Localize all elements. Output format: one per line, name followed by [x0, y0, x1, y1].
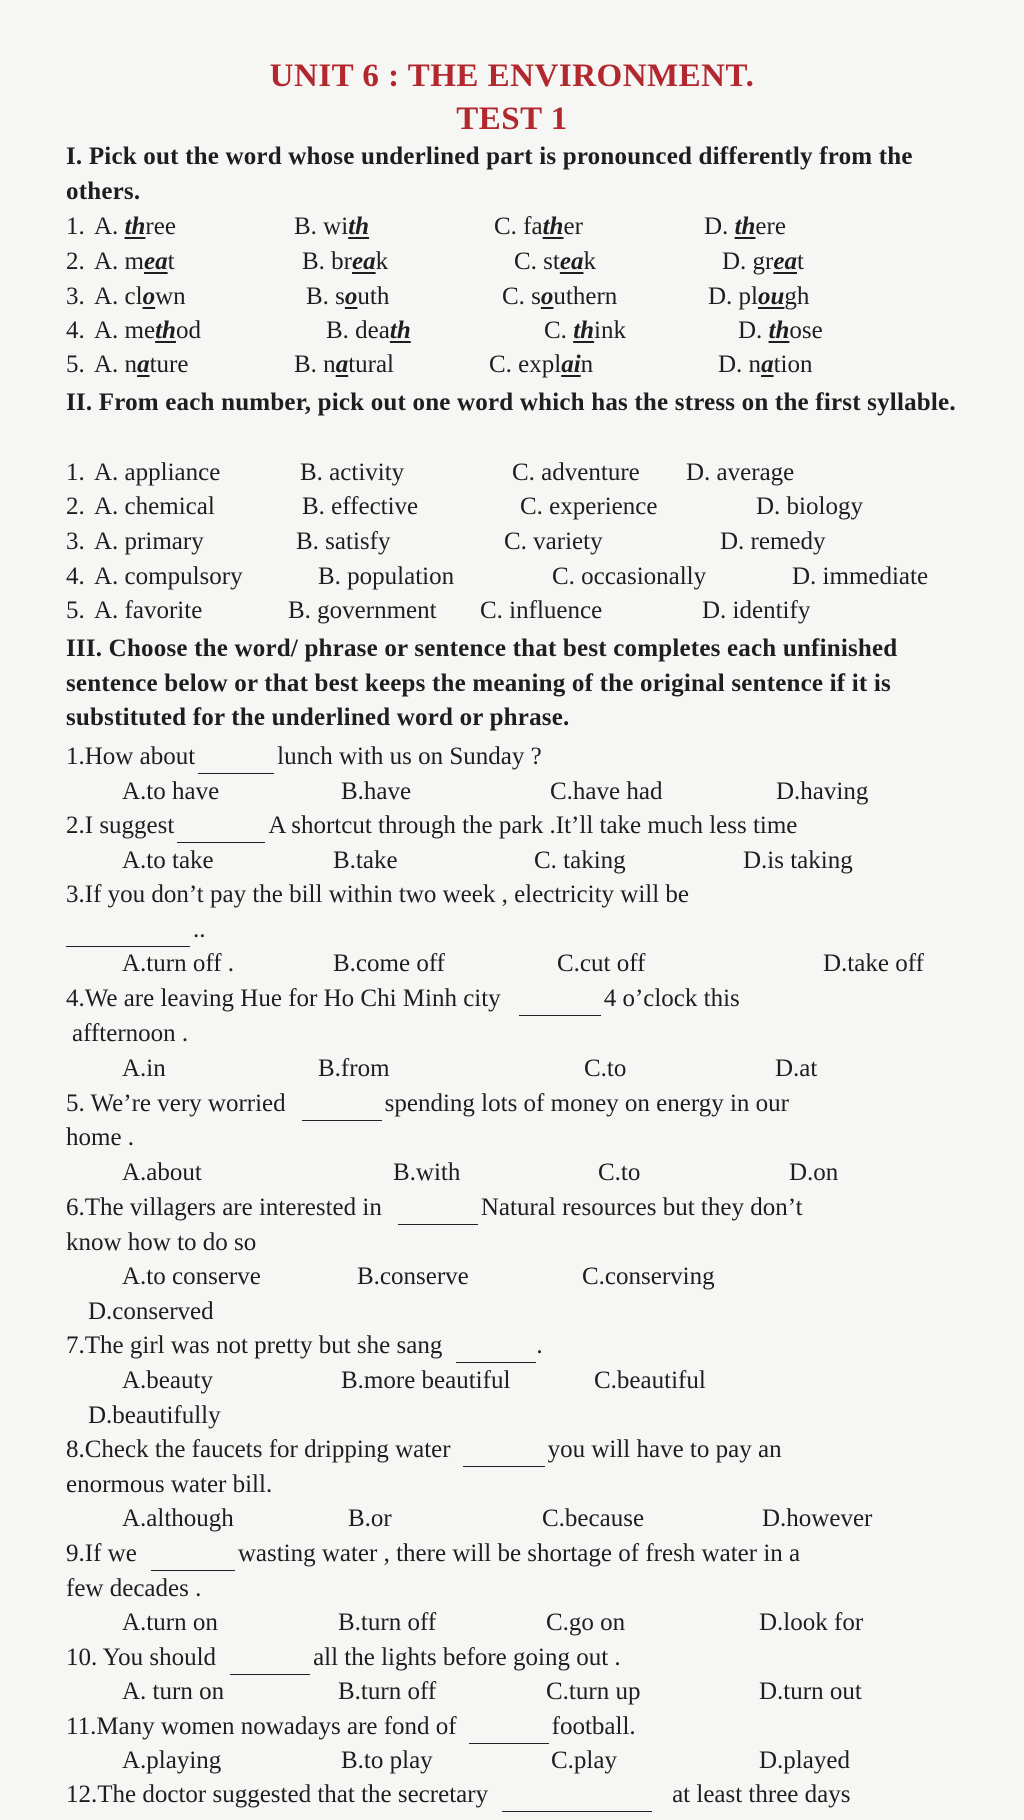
- question-stem: [66, 1710, 636, 1744]
- option-c: C.cut off: [557, 950, 646, 977]
- option-b: [302, 245, 388, 279]
- option-a: A. chemical: [94, 493, 215, 520]
- option-b: B.conserve: [357, 1263, 469, 1290]
- option-text: ree: [145, 213, 176, 240]
- option-text: D. gr: [722, 248, 774, 275]
- question-stem-continued: home .: [66, 1124, 135, 1151]
- question-number: 2.: [66, 493, 85, 520]
- stem-text: 4.We are leaving Hue for Ho Chi Minh city: [66, 985, 501, 1012]
- option-a: A.turn off .: [122, 950, 235, 977]
- option-a: A.about: [122, 1159, 202, 1186]
- option-text: wn: [155, 283, 186, 310]
- option-a: [94, 348, 188, 382]
- option-a: A. favorite: [94, 597, 203, 624]
- option-a: A.playing: [122, 1747, 222, 1774]
- option-text: k: [583, 248, 596, 275]
- option-text: C.: [544, 317, 574, 344]
- stem-text: 8.Check the faucets for dripping water: [66, 1436, 451, 1463]
- stem-text: spending lots of money on energy in our: [384, 1090, 790, 1117]
- option-text: D.: [738, 317, 769, 344]
- option-c: C.conserving: [582, 1263, 715, 1290]
- option-d: D.turn out: [759, 1678, 862, 1705]
- underlined-sound: ai: [561, 351, 581, 378]
- option-d: D. remedy: [720, 528, 826, 555]
- underlined-sound: ea: [773, 248, 797, 275]
- answer-blank: [230, 1650, 310, 1675]
- option-d: D. immediate: [792, 563, 929, 590]
- option-a: [94, 245, 175, 279]
- option-d: D.is taking: [743, 847, 853, 874]
- option-d: D. average: [686, 459, 795, 486]
- option-d: D.take off: [823, 950, 924, 977]
- option-b: B.have: [341, 778, 412, 805]
- option-text: B. wi: [294, 213, 349, 240]
- option-c: C.to: [598, 1159, 641, 1186]
- option-text: uth: [357, 283, 390, 310]
- option-text: ose: [789, 317, 823, 344]
- underlined-sound: o: [540, 283, 554, 310]
- stem-text: all the lights before going out .: [313, 1644, 621, 1671]
- stem-text: lunch with us on Sunday ?: [277, 743, 542, 770]
- option-text: uthern: [553, 283, 618, 310]
- underlined-sound: th: [155, 317, 176, 344]
- option-text: C. s: [502, 283, 541, 310]
- stem-text: football.: [551, 1713, 636, 1740]
- answer-blank: [463, 1442, 545, 1467]
- option-text: od: [175, 317, 201, 344]
- option-d: [722, 245, 804, 279]
- answer-blank: [198, 749, 274, 774]
- section-3-heading: III. Choose the word/ phrase or sentence that best completes each unfinished sentence below or that best keeps the meaning of the original sentence if it is substituted for the underlined word or phrase.: [66, 635, 898, 732]
- option-text: C. st: [514, 248, 560, 275]
- answer-blank: [502, 1787, 652, 1812]
- option-d: [708, 280, 809, 314]
- question-stem-continued: [66, 913, 206, 947]
- stem-text: 10. You should: [66, 1644, 217, 1671]
- stem-text: 11.Many women nowadays are fond of: [66, 1713, 457, 1740]
- option-c: [502, 280, 617, 314]
- option-c: [489, 348, 593, 382]
- question-stem: [66, 1537, 800, 1571]
- option-c: C.play: [551, 1747, 617, 1774]
- question-stem-continued: affternoon .: [72, 1020, 189, 1047]
- option-b: B. satisfy: [296, 528, 391, 555]
- option-b: B. population: [318, 563, 455, 590]
- underlined-sound: th: [348, 213, 370, 240]
- option-text: C. expl: [489, 351, 562, 378]
- underlined-sound: ea: [352, 248, 376, 275]
- option-d: D.beautifully: [88, 1402, 221, 1429]
- option-a: A.turn on: [122, 1609, 218, 1636]
- question-stem: 3.If you don’t pay the bill within two week , electricity will be: [66, 881, 690, 908]
- option-b: B.to play: [341, 1747, 433, 1774]
- question-stem: [66, 1433, 782, 1467]
- section-2-heading: II. From each number, pick out one word which has the stress on the first syllable.: [66, 389, 956, 416]
- question-stem: [66, 809, 797, 843]
- option-a: A.to conserve: [122, 1263, 261, 1290]
- option-b: B.turn off: [338, 1678, 437, 1705]
- option-b: B. government: [288, 597, 437, 624]
- option-c: C. influence: [480, 597, 603, 624]
- question-number: 5.: [66, 351, 85, 378]
- option-text: D. pl: [708, 283, 758, 310]
- option-text: tural: [348, 351, 395, 378]
- underlined-sound: th: [124, 213, 146, 240]
- option-d: D. biology: [756, 493, 863, 520]
- option-b: B.with: [393, 1159, 461, 1186]
- option-text: k: [375, 248, 389, 275]
- option-c: C.to: [584, 1055, 627, 1082]
- option-c: [494, 210, 583, 244]
- option-b: [294, 210, 369, 244]
- question-number: 3.: [66, 528, 85, 555]
- option-c: C.turn up: [546, 1678, 641, 1705]
- option-d: D.conserved: [88, 1298, 214, 1325]
- stem-text: you will have to pay an: [547, 1436, 782, 1463]
- option-a: A. turn on: [122, 1678, 225, 1705]
- option-c: C.go on: [546, 1609, 626, 1636]
- option-b: B.from: [318, 1055, 390, 1082]
- option-text: B. br: [302, 248, 352, 275]
- option-text: D. n: [718, 351, 762, 378]
- question-stem: [66, 982, 740, 1016]
- option-c: C.have had: [550, 778, 663, 805]
- question-stem-continued: enormous water bill.: [66, 1471, 273, 1498]
- stem-text: 9.If we: [66, 1540, 137, 1567]
- option-d: D.having: [776, 778, 869, 805]
- underlined-sound: ea: [559, 248, 584, 275]
- option-b: B.turn off: [338, 1609, 437, 1636]
- answer-blank: [469, 1719, 549, 1744]
- option-d: D.however: [762, 1505, 873, 1532]
- option-text: B. dea: [326, 317, 390, 344]
- stem-text: ..: [193, 916, 206, 943]
- stem-text: .: [536, 1332, 543, 1359]
- question-number: 1.: [66, 459, 85, 486]
- option-d: [718, 348, 812, 382]
- answer-blank: [66, 922, 190, 947]
- option-text: ture: [149, 351, 189, 378]
- stem-text: 7.The girl was not pretty but she sang: [66, 1332, 443, 1359]
- option-text: t: [167, 248, 175, 275]
- option-text: B. n: [294, 351, 336, 378]
- stem-text: 2.I suggest: [66, 812, 175, 839]
- answer-blank: [398, 1200, 478, 1225]
- underlined-sound: o: [344, 283, 358, 310]
- answer-blank: [302, 1096, 382, 1121]
- question-number: 5.: [66, 597, 85, 624]
- option-b: [306, 280, 389, 314]
- question-number: 3.: [66, 283, 85, 310]
- option-b: B. effective: [302, 493, 419, 520]
- option-text: A.: [94, 213, 125, 240]
- option-text: D.: [704, 213, 735, 240]
- underlined-sound: th: [734, 213, 756, 240]
- answer-blank: [151, 1546, 235, 1571]
- option-b: B. activity: [300, 459, 405, 486]
- option-d: D.at: [775, 1055, 818, 1082]
- option-d: D.on: [789, 1159, 839, 1186]
- question-number: 2.: [66, 248, 85, 275]
- question-stem-continued: few decades .: [66, 1575, 202, 1602]
- option-a: A.in: [122, 1055, 166, 1082]
- stem-text: Natural resources but they don’t: [480, 1194, 803, 1221]
- question-stem: [66, 1641, 621, 1675]
- option-a: A.beauty: [122, 1367, 213, 1394]
- underlined-sound: ea: [144, 248, 168, 275]
- option-text: ere: [755, 213, 786, 240]
- underlined-sound: th: [389, 317, 411, 344]
- underlined-sound: a: [137, 351, 150, 378]
- option-c: [544, 314, 626, 348]
- option-d: D.played: [759, 1747, 850, 1774]
- answer-blank: [519, 991, 601, 1016]
- option-text: tion: [773, 351, 813, 378]
- stem-text: A shortcut through the park .It’ll take much less time: [268, 812, 798, 839]
- stem-text: 1.How about: [66, 743, 196, 770]
- option-c: C. taking: [534, 847, 626, 874]
- option-text: A. cl: [94, 283, 143, 310]
- option-b: B.or: [348, 1505, 392, 1532]
- option-c: C. occasionally: [552, 563, 707, 590]
- option-text: ink: [594, 317, 626, 344]
- option-text: A. me: [94, 317, 156, 344]
- stem-text: 4 o’clock this: [603, 985, 740, 1012]
- option-d: D.look for: [759, 1609, 864, 1636]
- option-b: B.take: [333, 847, 398, 874]
- option-d: D. identify: [702, 597, 811, 624]
- option-b: [326, 314, 411, 348]
- option-d: [738, 314, 823, 348]
- underlined-sound: a: [335, 351, 349, 378]
- option-c: C.beautiful: [594, 1367, 706, 1394]
- option-text: C. fa: [494, 213, 543, 240]
- option-a: [94, 210, 176, 244]
- underlined-sound: th: [573, 317, 595, 344]
- question-stem: [66, 1087, 789, 1121]
- option-a: A.although: [122, 1505, 234, 1532]
- option-a: A. compulsory: [94, 563, 243, 590]
- option-a: A. appliance: [94, 459, 221, 486]
- option-text: A. n: [94, 351, 138, 378]
- page-subtitle: TEST 1: [456, 101, 568, 137]
- stem-text: at least three days: [672, 1781, 851, 1808]
- option-a: A.to take: [122, 847, 214, 874]
- option-a: [94, 314, 201, 348]
- option-text: A. m: [94, 248, 144, 275]
- option-c: C. variety: [504, 528, 603, 555]
- option-d: [704, 210, 786, 244]
- option-text: t: [797, 248, 804, 275]
- question-number: 4.: [66, 563, 85, 590]
- option-text: gh: [784, 283, 810, 310]
- stem-text: 12.The doctor suggested that the secretary: [66, 1781, 489, 1808]
- underlined-sound: ou: [758, 283, 785, 310]
- question-stem: [66, 1329, 543, 1363]
- question-stem: [66, 1191, 803, 1225]
- option-b: B.come off: [333, 950, 446, 977]
- option-c: C. experience: [520, 493, 658, 520]
- option-text: B. s: [306, 283, 345, 310]
- underlined-sound: a: [761, 351, 774, 378]
- option-text: er: [563, 213, 583, 240]
- option-c: C. adventure: [512, 459, 640, 486]
- option-a: [94, 280, 186, 314]
- underlined-sound: th: [768, 317, 790, 344]
- option-a: A.to have: [122, 778, 220, 805]
- option-b: [294, 348, 394, 382]
- stem-text: wasting water , there will be shortage of fresh water in a: [237, 1540, 801, 1567]
- page-title: UNIT 6 : THE ENVIRONMENT.: [269, 58, 755, 94]
- option-c: C.because: [542, 1505, 645, 1532]
- question-stem: [66, 740, 542, 774]
- question-stem: [66, 1778, 850, 1812]
- option-a: A. primary: [94, 528, 204, 555]
- section-1-heading: I. Pick out the word whose underlined part is pronounced differently from the others.: [66, 143, 913, 205]
- question-number: 4.: [66, 317, 85, 344]
- stem-text: 5. We’re very worried: [66, 1090, 286, 1117]
- option-b: B.more beautiful: [341, 1367, 511, 1394]
- option-text: n: [580, 351, 594, 378]
- stem-text: 6.The villagers are interested in: [66, 1194, 382, 1221]
- question-number: 1.: [66, 213, 85, 240]
- option-c: [514, 245, 596, 279]
- underlined-sound: th: [542, 213, 564, 240]
- question-stem-continued: know how to do so: [66, 1229, 257, 1256]
- answer-blank: [456, 1338, 536, 1363]
- answer-blank: [177, 818, 265, 843]
- underlined-sound: o: [142, 283, 156, 310]
